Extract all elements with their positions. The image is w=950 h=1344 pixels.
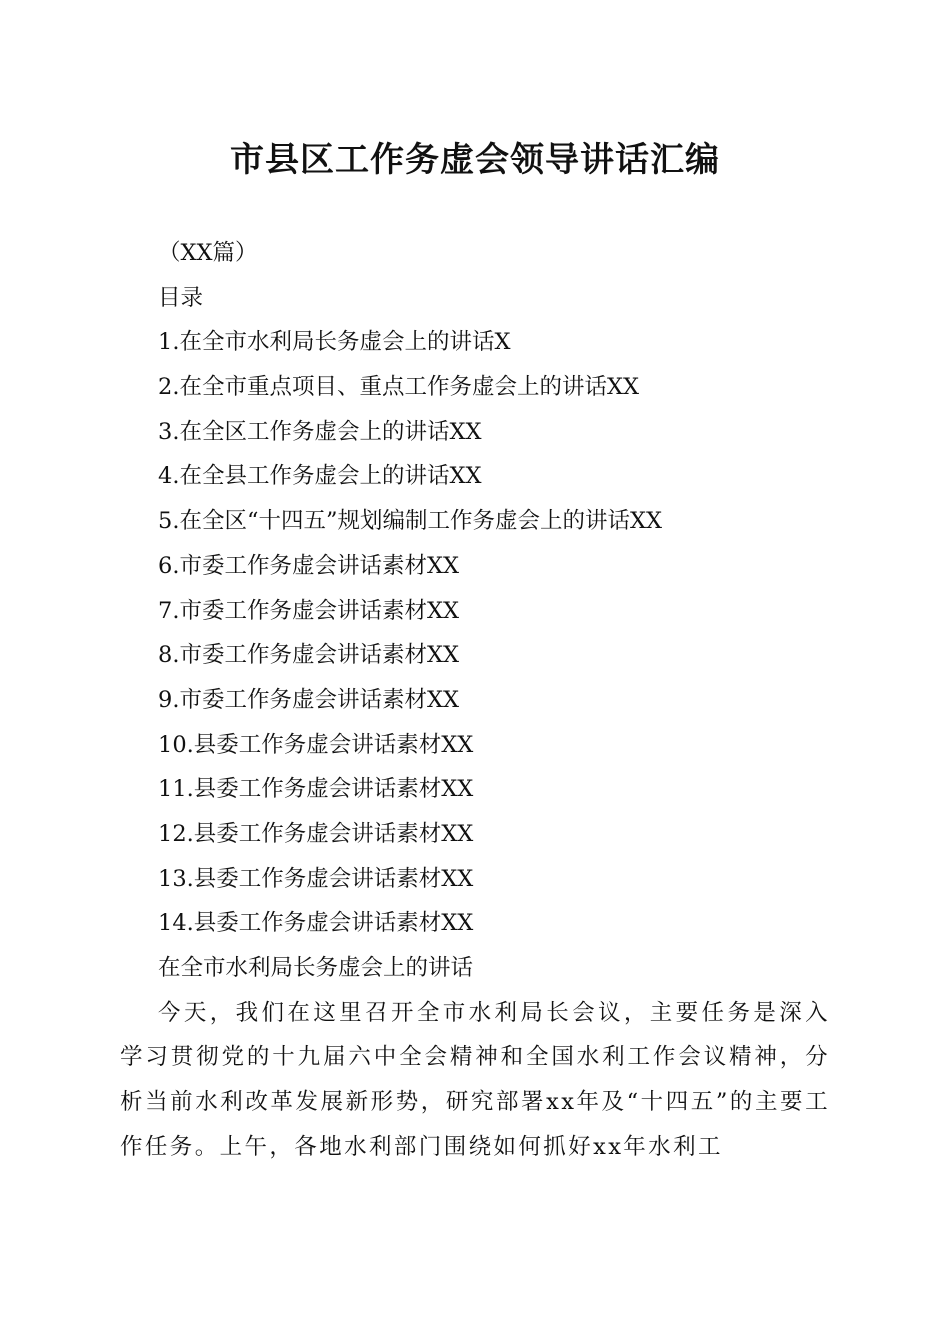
toc-item: 7.市委工作务虚会讲话素材XX	[158, 597, 460, 624]
toc-item: 11.县委工作务虚会讲话素材XX	[158, 776, 474, 803]
toc-item: 9.市委工作务虚会讲话素材XX	[158, 686, 460, 713]
toc-item: 4.在全县工作务虚会上的讲话XX	[158, 463, 482, 490]
toc-item: 6.市委工作务虚会讲话素材XX	[158, 552, 460, 579]
toc-heading: 目录	[158, 284, 204, 311]
toc-item: 14.县委工作务虚会讲话素材XX	[158, 910, 474, 937]
section-title: 在全市水利局长务虚会上的讲话	[158, 955, 474, 981]
document-body	[120, 231, 830, 1170]
toc-item: 8.市委工作务虚会讲话素材XX	[158, 642, 460, 669]
toc-item: 3.在全区工作务虚会上的讲话XX	[158, 418, 482, 445]
toc-item: 1.在全市水利局长务虚会上的讲话X	[158, 329, 511, 356]
body-paragraph: 今天，我们在这里召开全市水利局长会议，主要任务是深入学习贯彻党的十九届六中全会精神和全国水利工作会议精神，分析当前水利改革发展新形势，研究部署xx年及“十四五”的主要工作任务。上午，各地水利部门围绕如何抓好xx年水利工	[120, 999, 830, 1160]
table-of-contents	[120, 320, 830, 946]
toc-item: 12.县委工作务虚会讲话素材XX	[158, 820, 474, 847]
toc-item: 10.县委工作务虚会讲话素材XX	[158, 731, 474, 758]
document-title: 市县区工作务虚会领导讲话汇编	[230, 140, 720, 180]
toc-item: 5.在全区“十四五”规划编制工作务虚会上的讲话XX	[158, 508, 663, 535]
toc-item: 13.县委工作务虚会讲话素材XX	[158, 865, 474, 892]
count-note: （XX篇）	[158, 240, 258, 266]
toc-item: 2.在全市重点项目、重点工作务虚会上的讲话XX	[158, 374, 640, 401]
